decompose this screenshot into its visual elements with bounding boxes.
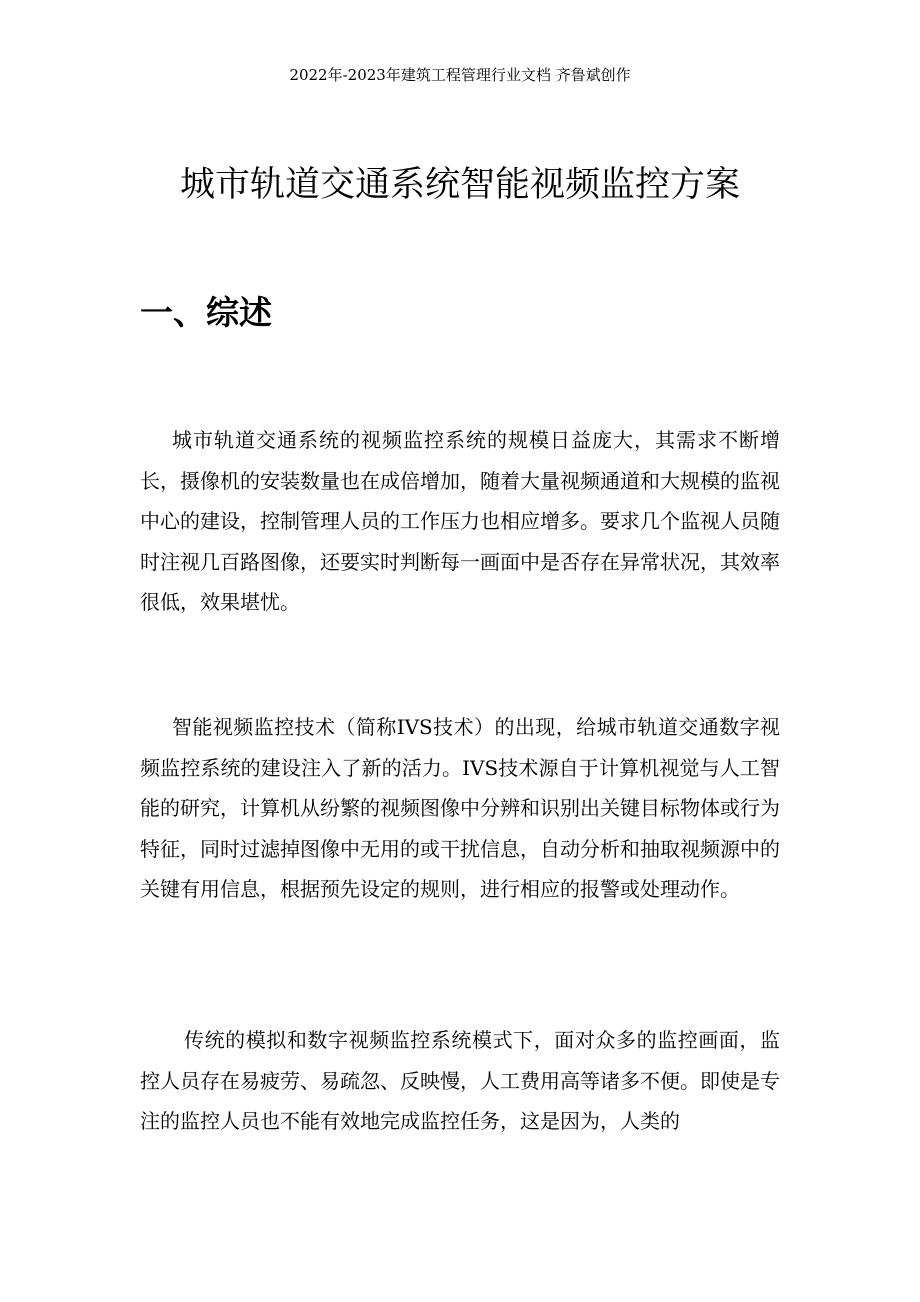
body-paragraph: 城市轨道交通系统的视频监控系统的规模日益庞大，其需求不断增长，摄像机的安装数量也在成倍增加，随着大量视频通道和大规模的监视中心的建设，控制管理人员的工作压力也相应增多。要求几个监视人员随时注视几百路图像，还要实时判断每一画面中是否存在异常状况，其效率很低，效果堪忧。	[140, 428, 780, 614]
section-heading: 一、综述	[140, 293, 272, 332]
document-title: 城市轨道交通系统智能视频监控方案	[179, 165, 740, 205]
body-paragraph: 智能视频监控技术（简称IVS技术）的出现，给城市轨道交通数字视频监控系统的建设注入了新的活力。IVS技术源自于计算机视觉与人工智能的研究，计算机从纷繁的视频图像中分辨和识别出关键目标物体或行为特征，同时过滤掉图像中无用的或干扰信息，自动分析和抽取视频源中的关键有用信息，根据预先设定的规则，进行相应的报警或处理动作。	[140, 715, 780, 901]
running-header: 2022年-2023年建筑工程管理行业文档 齐鲁斌创作	[289, 66, 631, 84]
body-paragraph: 传统的模拟和数字视频监控系统模式下，面对众多的监控画面，监控人员存在易疲劳、易疏忽、反映慢，人工费用高等诸多不便。即使是专注的监控人员也不能有效地完成监控任务，这是因为，人类的	[140, 1028, 780, 1133]
